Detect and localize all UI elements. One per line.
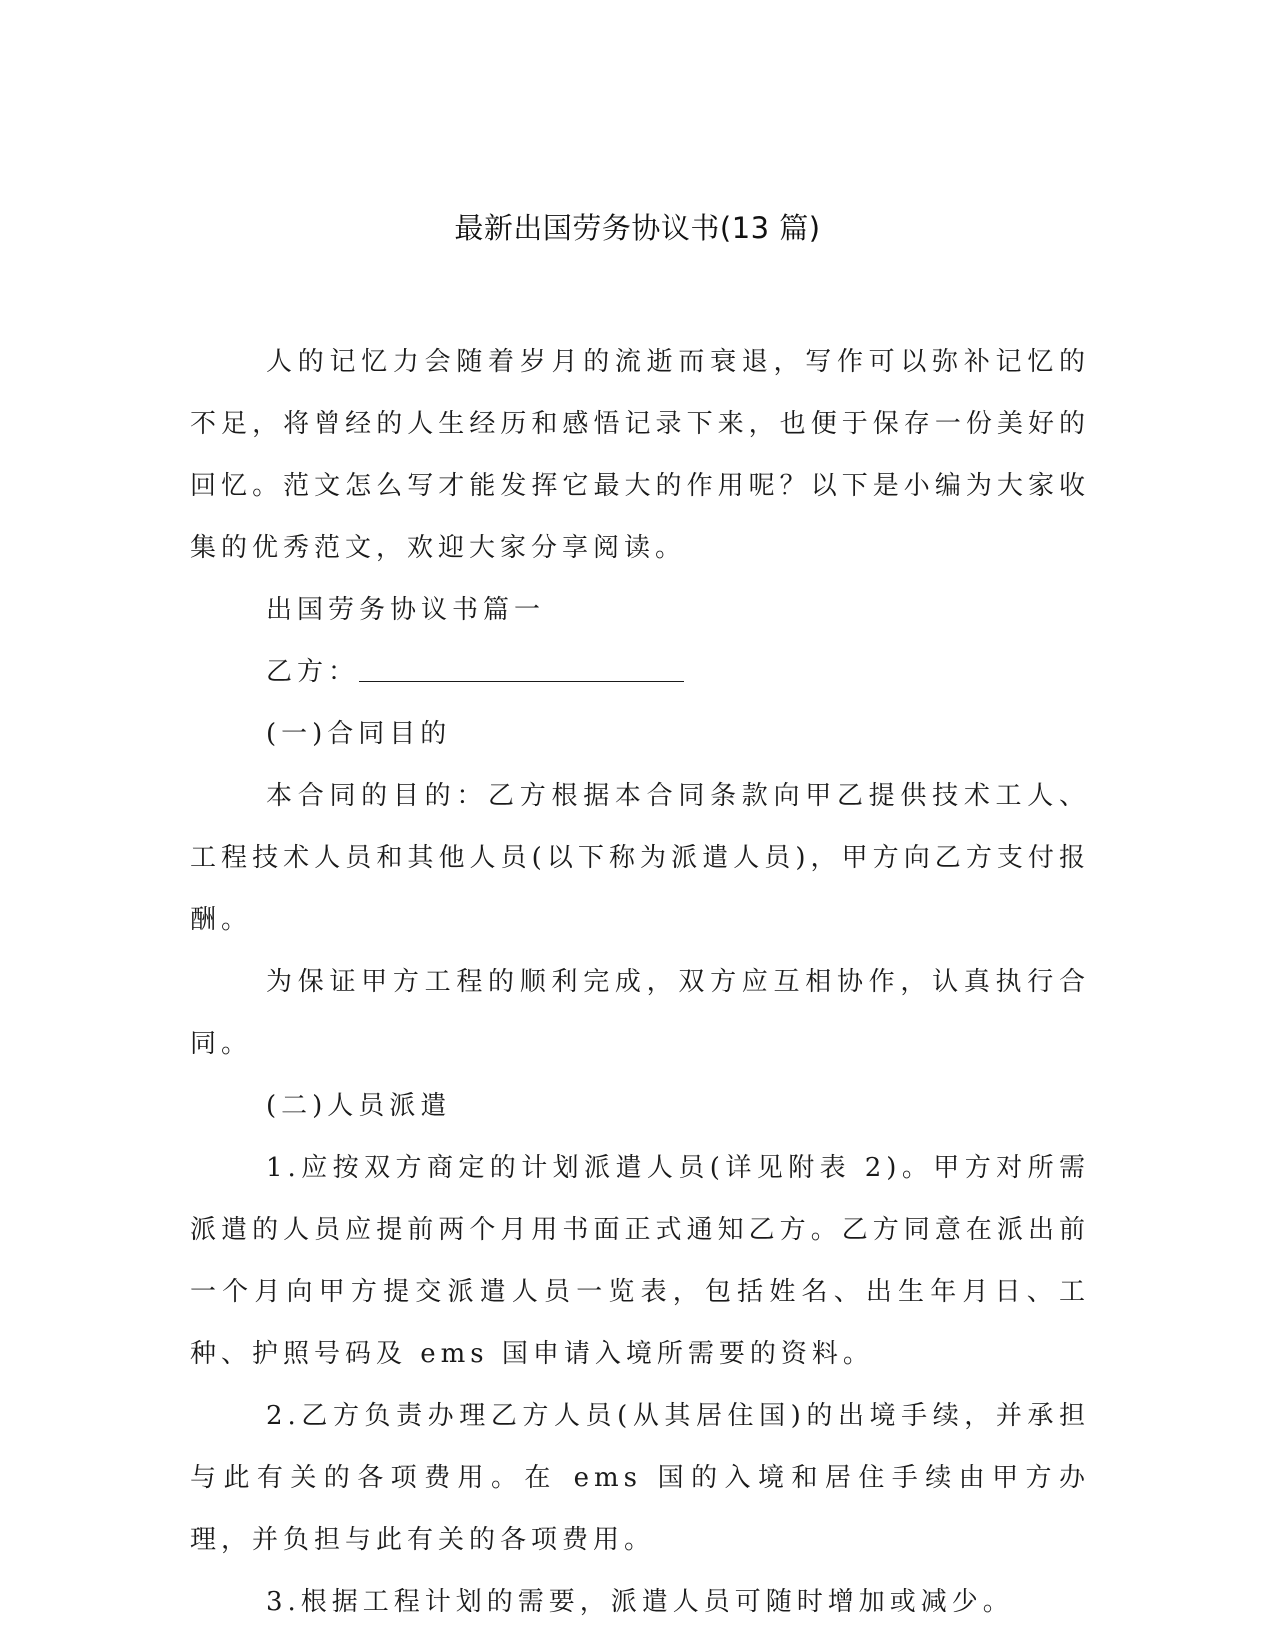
party-b-line [190,641,1090,703]
item-3-paragraph: 3.根据工程计划的需要，派遣人员可随时增加或减少。 [266,1587,1014,1617]
party-b-blank-line [359,655,684,682]
clause-1-text-2: 为保证甲方工程的顺利完成，双方应互相协作，认真执行合同。 [190,967,1090,1059]
clause-2-heading: (二)人员派遣 [266,1091,452,1121]
document-title: 最新出国劳务协议书(13 篇) [454,211,821,245]
clause-1-heading: (一)合同目的 [266,719,452,749]
item-1-paragraph: 1.应按双方商定的计划派遣人员(详见附表 2)。甲方对所需派遣的人员应提前两个月用书面正式通知乙方。乙方同意在派出前一个月向甲方提交派遣人员一览表，包括姓名、出生年月日、工种、护照号码及 ems 国申请入境所需要的资料。 [190,1153,1090,1369]
document-body [190,331,1090,1633]
party-b-label: 乙方： [266,657,360,687]
section-heading: 出国劳务协议书篇一 [266,595,546,625]
clause-1-text: 本合同的目的：乙方根据本合同条款向甲乙提供技术工人、工程技术人员和其他人员(以下称为派遣人员)，甲方向乙方支付报酬。 [190,781,1090,935]
intro-paragraph: 人的记忆力会随着岁月的流逝而衰退，写作可以弥补记忆的不足，将曾经的人生经历和感悟记录下来，也便于保存一份美好的回忆。范文怎么写才能发挥它最大的作用呢？以下是小编为大家收集的优秀范文，欢迎大家分享阅读。 [190,347,1090,563]
item-2-paragraph: 2.乙方负责办理乙方人员(从其居住国)的出境手续，并承担与此有关的各项费用。在 ems 国的入境和居住手续由甲方办理，并负担与此有关的各项费用。 [190,1401,1090,1555]
